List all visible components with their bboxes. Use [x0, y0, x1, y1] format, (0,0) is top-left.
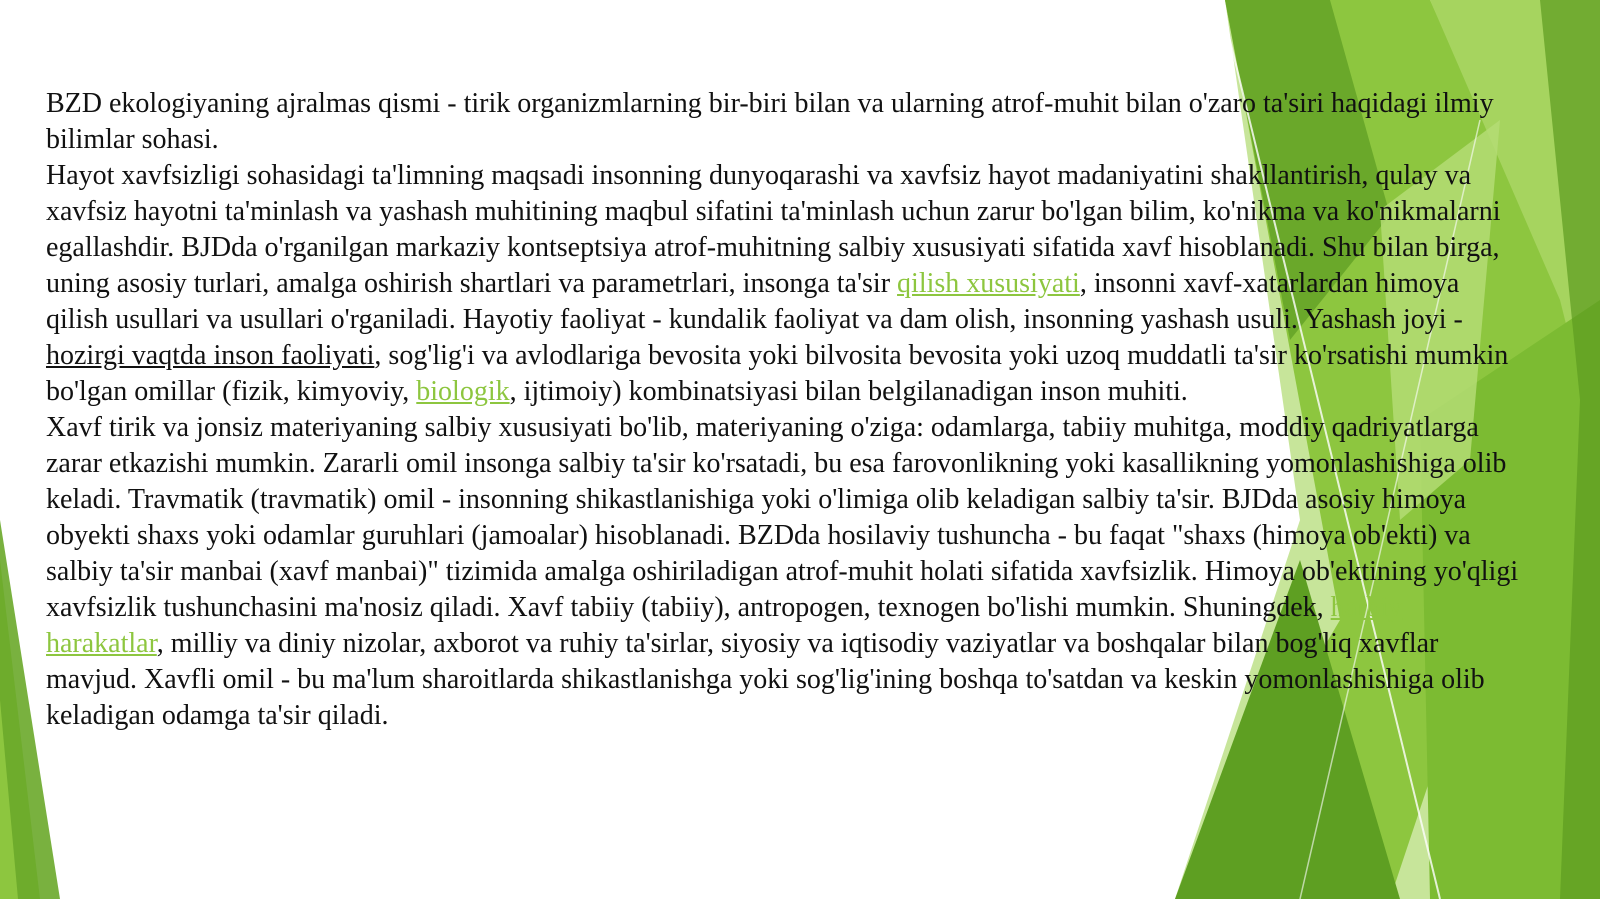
paragraph-2-text-d: , ijtimoiy) kombinatsiyasi bilan belgilanadigan inson muhiti. — [509, 376, 1188, 407]
paragraph-3 — [46, 410, 1526, 734]
paragraph-1 — [46, 86, 1526, 158]
body-text — [46, 86, 1526, 734]
link-harbiy-harakatlar[interactable]: harbiy harakatlar — [46, 592, 1403, 659]
paragraph-3-text-a: Xavf tirik va jonsiz materiyaning salbiy xususiyati bo'lib, materiyaning o'ziga: odamlarga, tabiiy muhitga, moddiy qadriyatlarga zarar etkazishi mumkin. Zararli omil insonga salbiy ta'sir ko'rsatadi, bu esa farovonlikning yoki kasallikning yomonlashishiga olib keladi. Travmatik (travmatik) omil - insonning shikastlanishiga yoki o'limiga olib keladigan salbiy ta'sir. BJDda asosiy himoya obyekti shaxs yoki odamlar guruhlari (jamoalar) hisoblanadi. BZDda hosilaviy tushuncha - bu faqat "shaxs (himoya ob'ekti) va salbiy ta'sir manbai (xavf manbai)" tizimida amalga oshiriladigan atrof-muhit holati sifatida xavfsizlik. Himoya ob'ektining yo'qligi xavfsizlik tushunchasini ma'nosiz qiladi. Xavf tabiiy (tabiiy), antropogen, texnogen bo'lishi mumkin. Shuningdek, — [46, 412, 1519, 623]
link-qilish-xususiyati[interactable]: qilish xususiyati — [897, 268, 1080, 299]
paragraph-1-text: BZD ekologiyaning ajralmas qismi - tirik organizmlarning bir-biri bilan va ularning atrof-muhit bilan o'zaro ta'siri haqidagi ilmiy bilimlar sohasi. — [46, 88, 1494, 155]
paragraph-2-text-c: , sog'lig'i va avlodlariga bevosita yoki bilvosita bevosita yoki uzoq muddatli ta'sir ko'rsatishi mumkin bo'lgan omillar (fizik, kimyoviy, — [46, 340, 1509, 407]
paragraph-3-text-b: , milliy va diniy nizolar, axborot va ruhiy ta'sirlar, siyosiy va iqtisodiy vaziyatlar va boshqalar bilan bog'liq xavflar mavjud. Xavfli omil - bu ma'lum sharoitlarda shikastlanishga yoki sog'lig'ining boshqa to'satdan va keskin yomonlashishiga olib keladigan odamga ta'sir qiladi. — [46, 628, 1485, 731]
link-hozirgi-vaqtda-inson-faoliyati[interactable]: hozirgi vaqtda inson faoliyati — [46, 340, 375, 371]
paragraph-2-text-a: Hayot xavfsizligi sohasidagi ta'limning maqsadi insonning dunyoqarashi va xavfsiz hayot madaniyatini shakllantirish, qulay va xavfsiz hayotni ta'minlash va yashash muhitining maqbul sifatini ta'minlash uchun zarur bo'lgan bilim, ko'nikma va ko'nikmalarni egallashdir. BJDda o'rganilgan markaziy kontseptsiya atrof-muhitning salbiy xususiyati sifatida xavf hisoblanadi. Shu bilan birga, uning asosiy turlari, amalga oshirish shartlari va parametrlari, insonga ta'sir — [46, 160, 1501, 299]
paragraph-2-text-b: , insonni xavf-xatarlardan himoya qilish usullari va usullari o'rganiladi. Hayotiy faoliyat - kundalik faoliyat va dam olish, insonning yashash usuli. Yashash joyi - — [46, 268, 1463, 335]
link-biologik[interactable]: biologik — [416, 376, 510, 407]
paragraph-2 — [46, 158, 1526, 410]
